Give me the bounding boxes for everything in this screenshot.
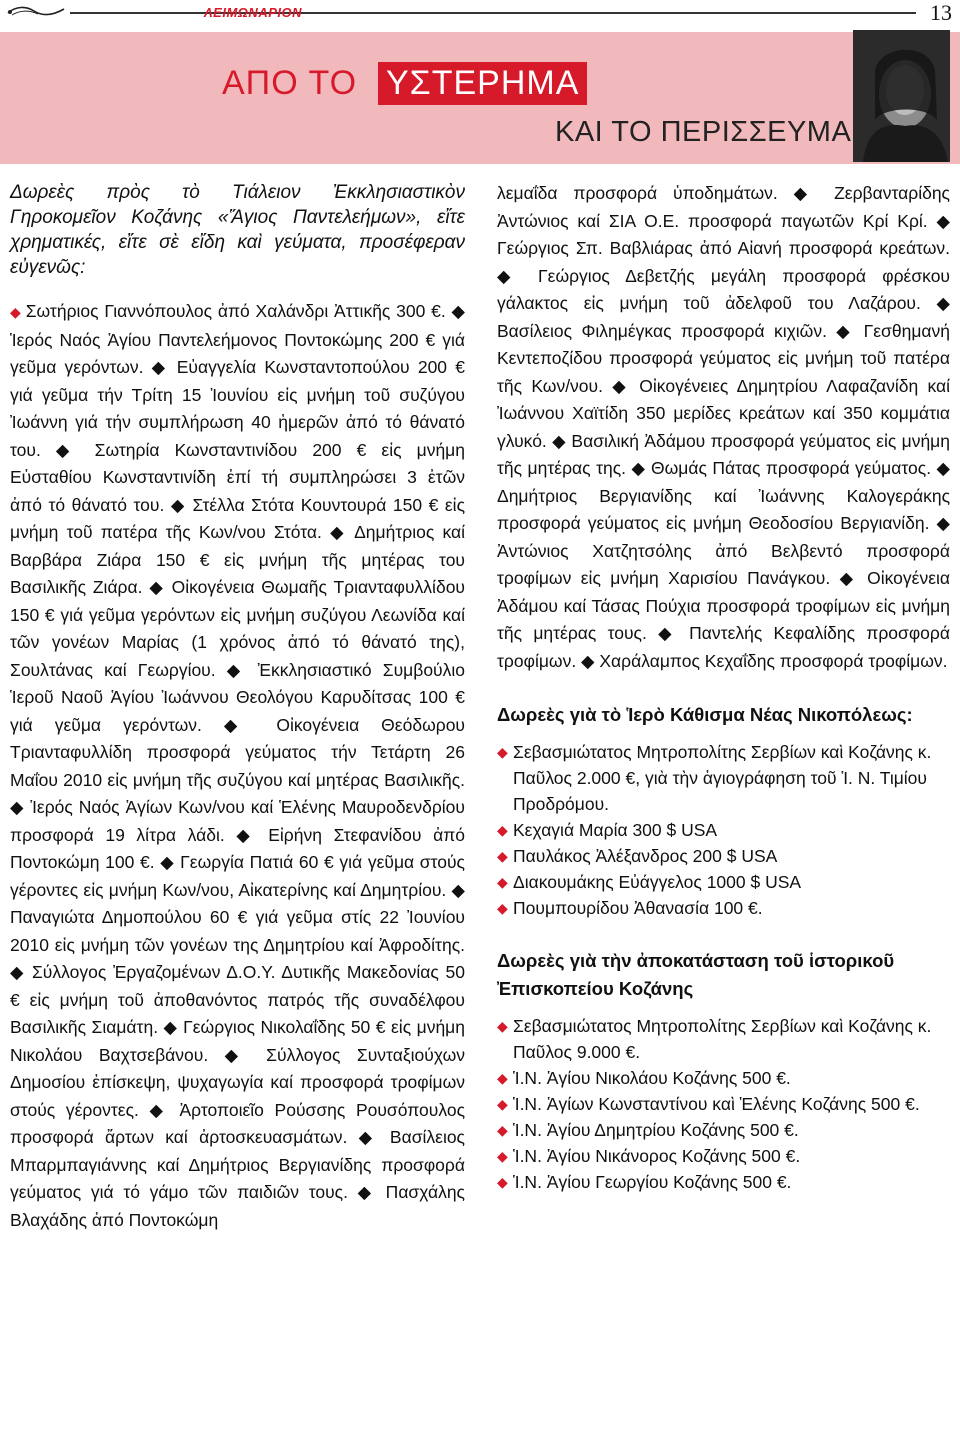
header-rule <box>70 12 916 14</box>
diamond-bullet-icon: ◆ <box>497 1174 508 1190</box>
title-banner <box>0 32 960 164</box>
list-item: ◆ Διακουμάκης Εὐάγγελος 1000 $ USA <box>497 869 950 895</box>
donations-list-part-1 <box>10 298 465 1234</box>
page-header <box>0 0 960 24</box>
donations-text-left: Σωτήριος Γιαννόπουλος ἀπό Χαλάνδρι Ἀττικῆς 300 €. ◆ Ἱερός Ναός Ἁγίου Παντελεήμονος Ποντοκώμης 200 € γιά γεῦμα γερόντων. ◆ Εὐαγγελία Κωνσταντοπούλου 200 € γιά γεῦμα τήν Τρίτη 15 Ἰουνίου εἰς μνήμη τοῦ συζύγου Ἰωάννη γιά τήν συμπλήρωση 40 ἡμερῶν ἀπό τό θάνατό του. ◆ Σωτηρία Κωνσταντινίδου 200 € εἰς μνήμη Εὐσταθίου Κωνσταντινίδη ἐπί τή συμπληρώσει 3 ἐτῶν ἀπό τό θάνατό του. ◆ Στέλλα Στότα Κουντουρά 150 € εἰς μνήμη τοῦ πατέρα τῆς Κων/νου Στότα. ◆ Δημήτριος καί Βαρβάρα Ζιάρα 150 € εἰς μνήμη τῆς μητέρας του Βασιλικῆς Ζιάρα. ◆ Οἰκογένεια Θωμαῆς Τριανταφυλλίδου 150 € γιά γεῦμα γερόντων εἰς μνήμη συζύγου Λεωνίδα καί τῶν γονέων Μαρίας (1 χρόνος ἀπό τό θάνατό της), Σουλτάνας καί Γεωργίου. ◆ Ἐκκλησιαστικό Συμβούλιο Ἱεροῦ Ναοῦ Ἁγίου Ἰωάννου Θεολόγου Καρυδίτσας 100 € γιά γεῦμα γερόντων. ◆ Οἰκογένεια Θεόδωρου Τριανταφυλλίδη προσφορά γεύματος τήν Τετάρτη 26 Μαΐου 2010 εἰς μνήμη τῆς συζύγου καί μητέρας Βασιλικῆς. ◆ Ἱερός Ναός Ἁγίων Κων/νου καί Ἑλένης Μαυροδενδρίου προσφορά 19 λίτρα λάδι. ◆ Εἰρήνη Στεφανίδου ἀπό Ποντοκώμη 100 €. ◆ Γεωργία Πατιά 60 € γιά γεῦμα στούς γέροντες εἰς μνήμη Κων/νου, Αἰκατερίνης καί Δημητρίου. ◆ Παναγιώτα Δημοπούλου 60 € γιά γεῦμα στίς 22 Ἰουνίου 2010 εἰς μνήμη τῶν γονέων της Δημητρίου καί Ἀφροδίτης. ◆ Σύλλογος Ἐργαζομένων Δ.Ο.Υ. Δυτικῆς Μακεδονίας 50 € εἰς μνήμη τοῦ ἀποθανόντος πατρός τῆς συναδέλφου Βασιλικῆς Σιαμάτη. ◆ Γεώργιος Νικολαΐδης 50 € εἰς μνήμη Νικολάου Βαχτσεβάνου. ◆ Σύλλογος Συνταξιούχων Δημοσίου ἐπίσκεψη, ψυχαγωγία καί προσφορά τροφίμων στούς γέροντες. ◆ Ἀρτοποιεῖο Ρούσσης Ρουσόπουλος προσφορά ἄρτων καί ἀρτοσκευασμάτων. ◆ Βασίλειος Μπαρμπαγιάννης καί Δημήτριος Βεργιανίδης προσφορά γεύματος γιά τό γάμο τῶν παιδιῶν τους. ◆ Πασχάλης Βλαχάδης ἀπό Ποντοκώμη <box>10 301 465 1230</box>
scroll-ornament-icon <box>6 4 66 18</box>
diamond-bullet-icon: ◆ <box>497 874 508 890</box>
list-item: ◆ Ἱ.Ν. Ἁγίου Νικάνορος Κοζάνης 500 €. <box>497 1143 950 1169</box>
list-item: ◆ Ἱ.Ν. Ἁγίων Κωνσταντίνου καὶ Ἑλένης Κοζάνης 500 €. <box>497 1091 950 1117</box>
section-heading-episkopeio: Δωρεὲς γιὰ τὴν ἀποκατάσταση τοῦ ἱστορικοῦ Ἐπισκοπείου Κοζάνης <box>497 950 895 999</box>
portrait-photo <box>853 30 950 162</box>
nikopolis-donations-list <box>497 739 950 921</box>
donations-list-part-2: λεμαΐδα προσφορά ὑποδημάτων. ◆ Ζερβανταρίδης Ἀντώνιος καί ΣΙΑ Ο.Ε. προσφορά παγωτῶν Κρί Κρί. ◆ Γεώργιος Σπ. Βαβλιάρας ἀπό Αἰανή προσφορά κρεάτων. ◆ Γεώργιος Δεβετζής μεγάλη προσφορά φρέσκου γάλακτος εἰς μνήμη τοῦ ἀδελφοῦ του Λαζάρου. ◆ Βασίλειος Φιλημέγκας προσφορά κιχιῶν. ◆ Γεσθημανή Κεντεποζίδου προσφορά γεύματος εἰς μνήμη τοῦ πατέρα τῆς Κων/νου. ◆ Οἰκογένειες Δημητρίου Λαφαζανίδη καί Ἰωάννου Χαϊτίδη 350 μερίδες κρεάτων καί 350 κομμάτια γλυκό. ◆ Βασιλική Ἀδάμου προσφορά γεύματος εἰς μνήμη τῆς μητέρας της. ◆ Θωμάς Πάτας προσφορά γεύματος. ◆ Δημήτριος Βεργιανίδης καί Ἰωάννης Καλογεράκης προσφορά γεύματος εἰς μνήμη Θεοδοσίου Βεργιανίδη. ◆ Ἀντώνιος Χατζητσόλης ἀπό Βελβεντό προσφορά τροφίμων εἰς μνήμη Χαρισίου Πανάγκου. ◆ Οἰκογένεια Ἀδάμου καί Τάσας Πούχια προσφορά τροφίμων εἰς μνήμη τῆς μητέρας τους. ◆ Παντελής Κεφαλίδης προσφορά τροφίμων. ◆ Χαράλαμπος Κεχαΐδης προσφορά τροφίμων. <box>497 183 950 671</box>
episkopeio-donations-list <box>497 1013 950 1195</box>
diamond-bullet-icon: ◆ <box>497 900 508 916</box>
list-item: ◆ Ἱ.Ν. Ἁγίου Νικολάου Κοζάνης 500 €. <box>497 1065 950 1091</box>
list-item: ◆ Κεχαγιά Μαρία 300 $ USA <box>497 817 950 843</box>
diamond-bullet-icon: ◆ <box>497 744 508 760</box>
diamond-bullet-icon: ◆ <box>497 822 508 838</box>
portrait-image <box>853 30 950 162</box>
title-part-2: ΥΣΤΕΡΗΜΑ <box>378 62 587 105</box>
list-item: ◆ Ἱ.Ν. Ἁγίου Γεωργίου Κοζάνης 500 €. <box>497 1169 950 1195</box>
title-part-1: ΑΠΟ ΤΟ <box>222 64 358 102</box>
diamond-bullet-icon: ◆ <box>497 1148 508 1164</box>
section-heading-nikopolis: Δωρεὲς γιὰ τὸ Ἱερὸ Κάθισμα Νέας Νικοπόλεως: <box>497 704 913 725</box>
list-item: ◆ Σεβασμιώτατος Μητροπολίτης Σερβίων καὶ Κοζάνης κ. Παῦλος 9.000 €. <box>497 1013 950 1065</box>
list-item: ◆ Πουμπουρίδου Ἀθανασία 100 €. <box>497 895 950 921</box>
left-column <box>10 180 465 1248</box>
page-number: 13 <box>930 0 952 25</box>
diamond-bullet-icon: ◆ <box>10 304 22 320</box>
diamond-bullet-icon: ◆ <box>497 1018 508 1034</box>
right-column <box>497 180 950 1195</box>
diamond-bullet-icon: ◆ <box>497 1096 508 1112</box>
title-subtitle: ΚΑΙ ΤΟ ΠΕΡΙΣΣΕΥΜΑ <box>555 116 852 148</box>
publication-name: ΛΕΙΜΩΝΑΡΙΟΝ <box>204 5 302 20</box>
intro-text: Δωρεὲς πρὸς τὸ Τιάλειον Ἐκκλησιαστικὸν Γηροκομεῖον Κοζάνης «Ἅγιος Παντελεήμων», εἴτε χρηματικές, εἴτε σὲ εἴδη καὶ γεύματα, προσέφεραν εὐγενῶς: <box>10 182 465 278</box>
list-item: ◆ Ἱ.Ν. Ἁγίου Δημητρίου Κοζάνης 500 €. <box>497 1117 950 1143</box>
diamond-bullet-icon: ◆ <box>497 1070 508 1086</box>
list-item: ◆ Παυλάκος Ἀλέξανδρος 200 $ USA <box>497 843 950 869</box>
diamond-bullet-icon: ◆ <box>497 848 508 864</box>
list-item: ◆ Σεβασμιώτατος Μητροπολίτης Σερβίων καὶ Κοζάνης κ. Παῦλος 2.000 €, γιὰ τὴν ἁγιογράφηση τοῦ Ἱ. Ν. Τιμίου Προδρόμου. <box>497 739 950 817</box>
diamond-bullet-icon: ◆ <box>497 1122 508 1138</box>
